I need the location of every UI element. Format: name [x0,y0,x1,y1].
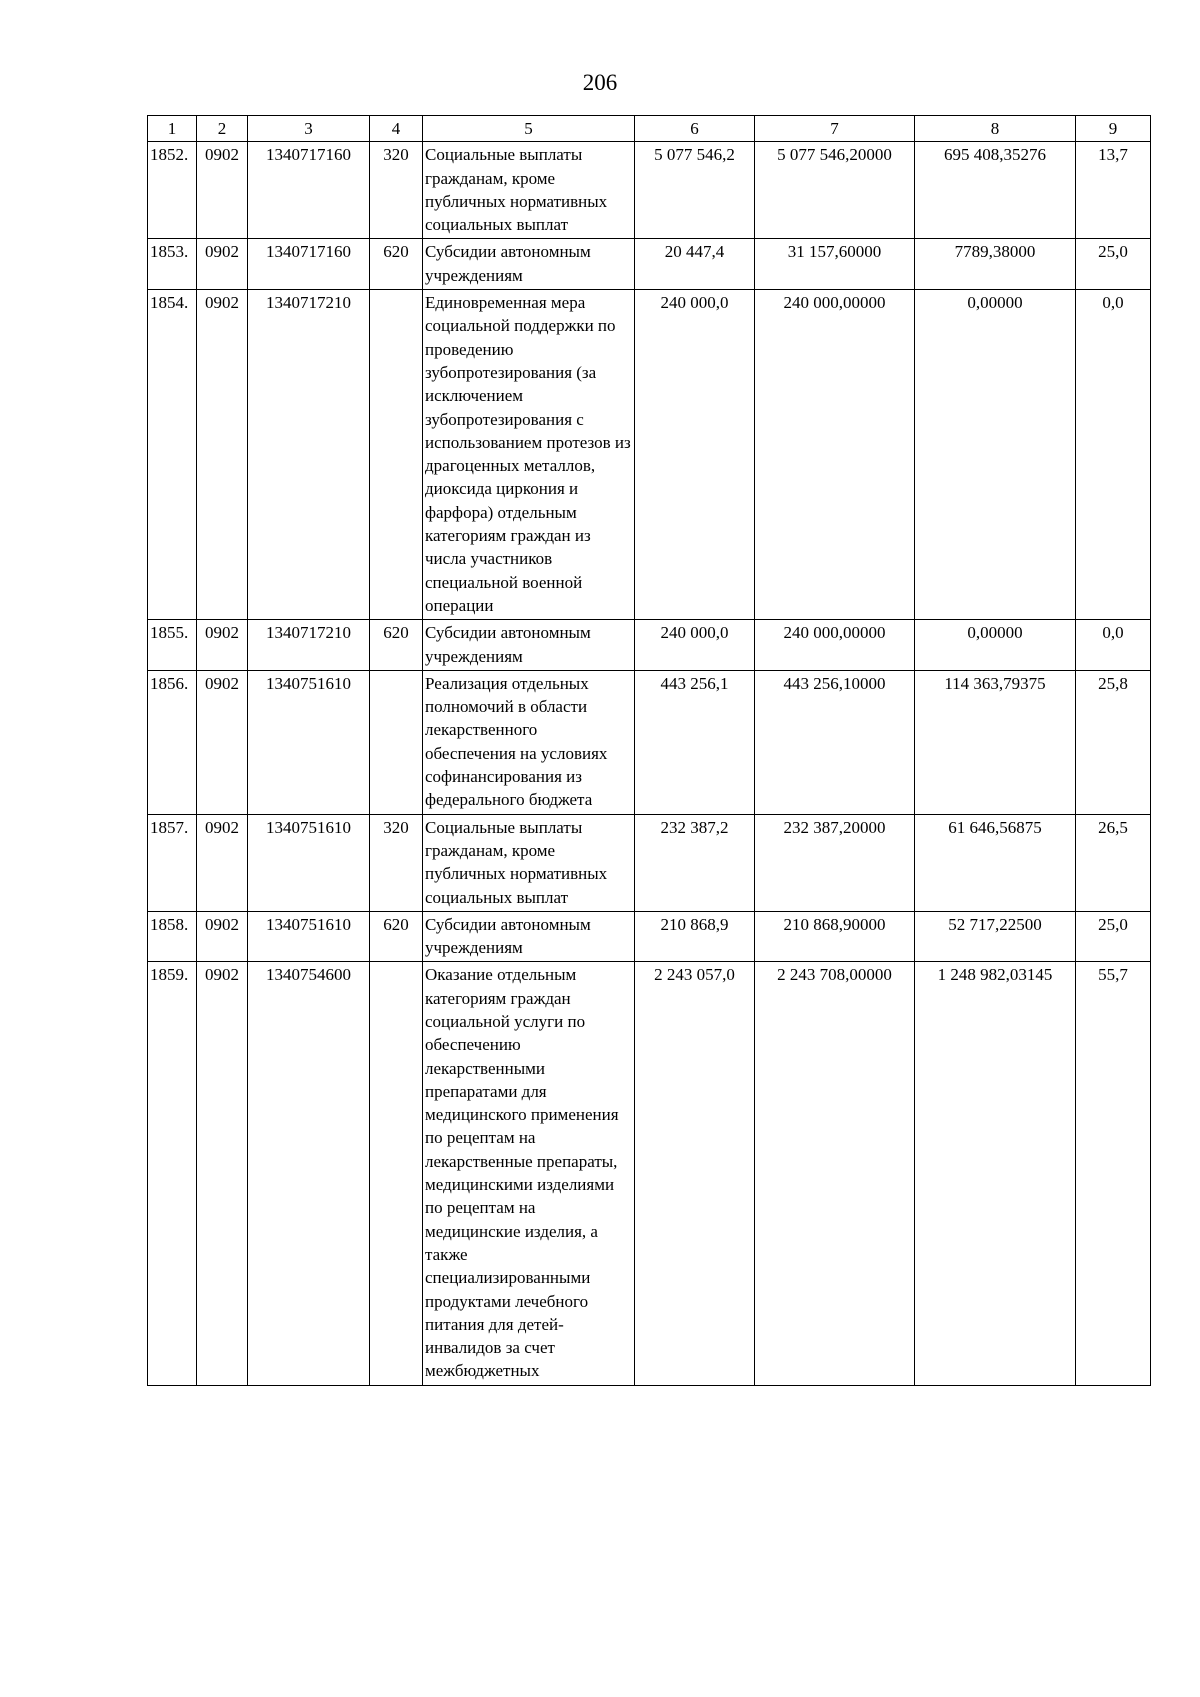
row-number: 1857. [148,814,197,911]
target-code: 1340751610 [248,911,370,962]
expense-type [370,670,423,814]
target-code: 1340751610 [248,670,370,814]
table-row [148,962,1151,1385]
value-col6: 5 077 546,2 [635,142,755,239]
row-number: 1856. [148,670,197,814]
value-col8: 695 408,35276 [915,142,1076,239]
value-col8: 114 363,79375 [915,670,1076,814]
value-col6: 240 000,0 [635,620,755,671]
value-col7: 2 243 708,00000 [755,962,915,1385]
column-header: 5 [423,116,635,142]
section-code: 0902 [197,142,248,239]
value-col9: 25,0 [1076,911,1151,962]
value-col7: 31 157,60000 [755,239,915,290]
value-col8: 52 717,22500 [915,911,1076,962]
column-header: 4 [370,116,423,142]
target-code: 1340717160 [248,239,370,290]
value-col6: 232 387,2 [635,814,755,911]
value-col8: 7789,38000 [915,239,1076,290]
row-number: 1854. [148,290,197,620]
value-col8: 61 646,56875 [915,814,1076,911]
table-row [148,911,1151,962]
value-col8: 0,00000 [915,290,1076,620]
row-number: 1858. [148,911,197,962]
header-row [148,116,1151,142]
description: Единовременная мера социальной поддержки по проведению зубопротезирования (за исключением зубопротезирования с использованием протезов из драгоценных металлов, диоксида циркония и фарфора) отдельным категориям граждан из числа участников специальной военной операции [423,290,635,620]
section-code: 0902 [197,911,248,962]
expense-type [370,962,423,1385]
expense-type: 320 [370,814,423,911]
column-header: 1 [148,116,197,142]
description: Социальные выплаты гражданам, кроме публичных нормативных социальных выплат [423,142,635,239]
table-row [148,142,1151,239]
expense-type: 620 [370,239,423,290]
section-code: 0902 [197,239,248,290]
table-row [148,670,1151,814]
description: Субсидии автономным учреждениям [423,620,635,671]
column-header: 9 [1076,116,1151,142]
description: Социальные выплаты гражданам, кроме публичных нормативных социальных выплат [423,814,635,911]
value-col9: 25,8 [1076,670,1151,814]
page-number: 206 [582,70,618,95]
budget-table [147,115,1151,1386]
table-row [148,620,1151,671]
target-code: 1340717210 [248,620,370,671]
section-code: 0902 [197,962,248,1385]
description: Оказание отдельным категориям граждан социальной услуги по обеспечению лекарственными препаратами для медицинского применения по рецептам на лекарственные препараты, медицинскими изделиями по рецептам на медицинские изделия, а также специализированными продуктами лечебного питания для детей-инвалидов за счет межбюджетных [423,962,635,1385]
section-code: 0902 [197,620,248,671]
value-col6: 2 243 057,0 [635,962,755,1385]
value-col9: 55,7 [1076,962,1151,1385]
value-col9: 26,5 [1076,814,1151,911]
row-number: 1859. [148,962,197,1385]
value-col8: 1 248 982,03145 [915,962,1076,1385]
table-row [148,239,1151,290]
column-header: 6 [635,116,755,142]
value-col7: 240 000,00000 [755,620,915,671]
expense-type: 620 [370,911,423,962]
column-header: 3 [248,116,370,142]
column-header: 8 [915,116,1076,142]
row-number: 1855. [148,620,197,671]
description: Субсидии автономным учреждениям [423,239,635,290]
column-header: 7 [755,116,915,142]
table-row [148,290,1151,620]
value-col6: 20 447,4 [635,239,755,290]
target-code: 1340754600 [248,962,370,1385]
value-col7: 443 256,10000 [755,670,915,814]
target-code: 1340751610 [248,814,370,911]
target-code: 1340717160 [248,142,370,239]
description: Реализация отдельных полномочий в области лекарственного обеспечения на условиях софинансирования из федерального бюджета [423,670,635,814]
value-col7: 240 000,00000 [755,290,915,620]
section-code: 0902 [197,670,248,814]
table-row [148,814,1151,911]
value-col9: 25,0 [1076,239,1151,290]
expense-type [370,290,423,620]
row-number: 1852. [148,142,197,239]
section-code: 0902 [197,814,248,911]
value-col8: 0,00000 [915,620,1076,671]
value-col9: 0,0 [1076,290,1151,620]
column-header: 2 [197,116,248,142]
section-code: 0902 [197,290,248,620]
expense-type: 320 [370,142,423,239]
value-col7: 232 387,20000 [755,814,915,911]
value-col9: 13,7 [1076,142,1151,239]
value-col7: 210 868,90000 [755,911,915,962]
value-col6: 210 868,9 [635,911,755,962]
description: Субсидии автономным учреждениям [423,911,635,962]
target-code: 1340717210 [248,290,370,620]
value-col6: 240 000,0 [635,290,755,620]
value-col7: 5 077 546,20000 [755,142,915,239]
expense-type: 620 [370,620,423,671]
value-col6: 443 256,1 [635,670,755,814]
row-number: 1853. [148,239,197,290]
value-col9: 0,0 [1076,620,1151,671]
